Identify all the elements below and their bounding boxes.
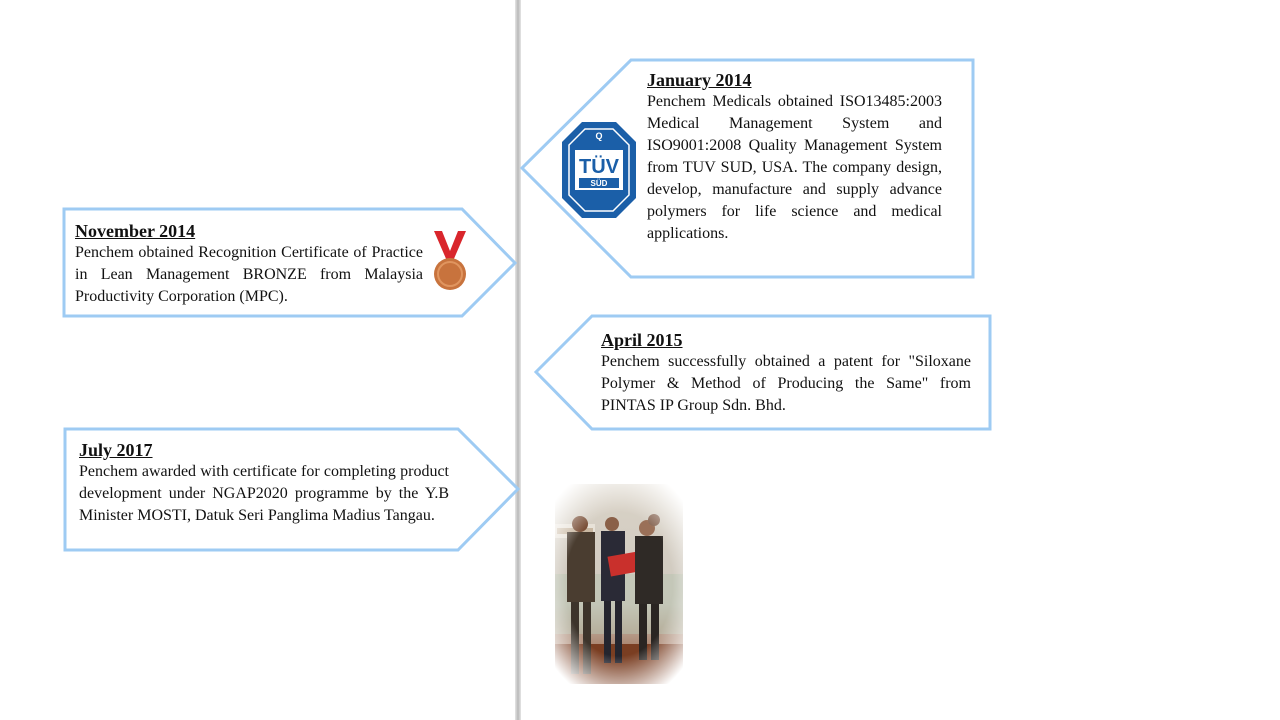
callout-text (647, 69, 942, 245)
callout-november-2014 (62, 207, 518, 319)
event-description: Penchem Medicals obtained ISO13485:2003 Medical Management System and ISO9001:2008 Quality Management System from TUV SUD, USA. The company design, develop, manufacture and supply advance polymers for life science and medical applications. (647, 93, 942, 242)
event-title: April 2015 (601, 330, 683, 350)
tuv-sub-text: SÜD (590, 179, 608, 188)
tuv-q-label: Q (595, 131, 603, 141)
callout-april-2015 (534, 314, 994, 432)
callout-july-2017 (63, 427, 521, 553)
callout-january-2014 (520, 58, 976, 280)
event-description: Penchem obtained Recognition Certificate of Practice in Lean Management BRONZE from Malaysia Productivity Corporation (MPC). (75, 244, 423, 305)
event-description: Penchem awarded with certificate for completing product development under NGAP2020 programme by the Y.B Minister MOSTI, Datuk Seri Panglima Madius Tangau. (79, 463, 449, 524)
event-title: November 2014 (75, 221, 196, 241)
callout-text (75, 220, 423, 308)
award-ceremony-photo (555, 484, 683, 684)
tuv-sud-logo-icon (560, 120, 638, 220)
callout-text (79, 439, 449, 527)
event-title: July 2017 (79, 440, 153, 460)
callout-text (601, 329, 971, 417)
bronze-medal-icon (430, 229, 470, 295)
tuv-logo-text: TÜV (579, 156, 619, 178)
event-title: January 2014 (647, 70, 752, 90)
event-description: Penchem successfully obtained a patent for "Siloxane Polymer & Method of Producing the Same" from PINTAS IP Group Sdn. Bhd. (601, 353, 971, 414)
